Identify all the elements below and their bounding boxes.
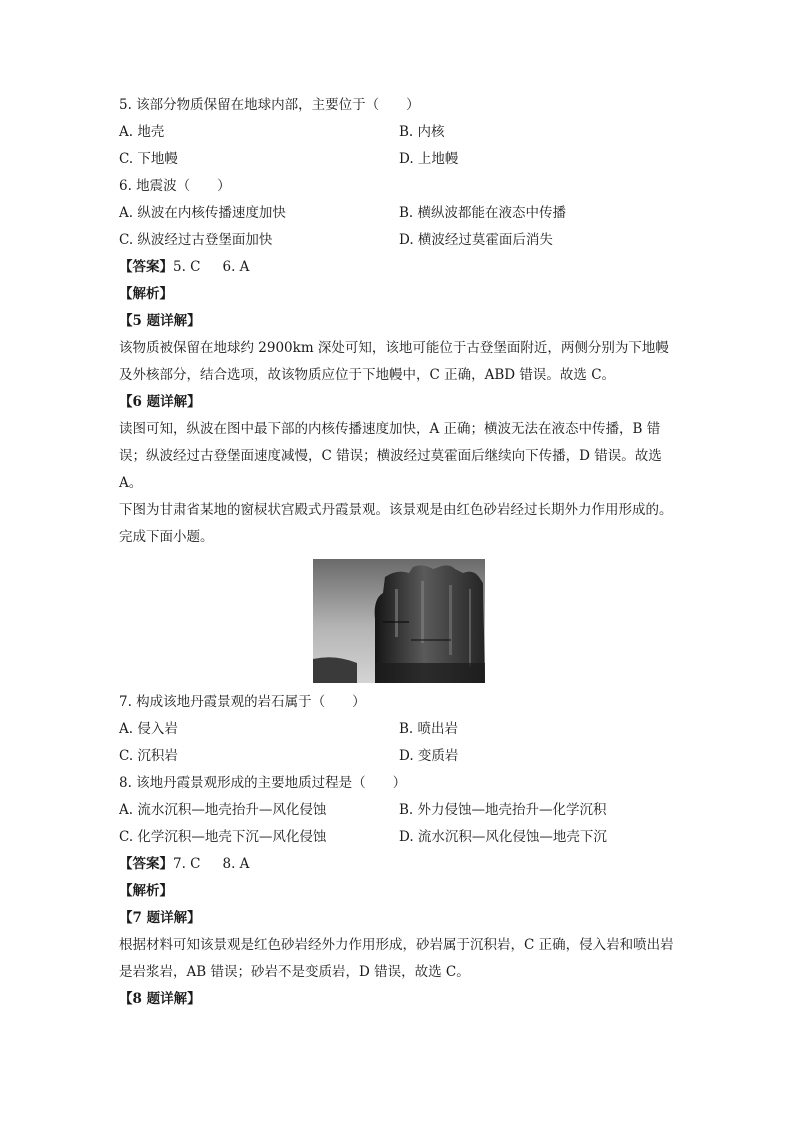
question-8-options-row2	[119, 824, 679, 851]
detail-8-heading: 【8 题详解】	[119, 991, 201, 1007]
question-5-option-a: A. 地壳	[119, 124, 165, 140]
question-5-option-c: C. 下地幔	[119, 151, 178, 167]
question-7-options-row1	[119, 716, 679, 743]
danxia-landform-photo	[313, 559, 485, 683]
question-7-option-d: D. 变质岩	[399, 748, 459, 764]
question-6-stem: 6. 地震波（ ）	[119, 178, 231, 194]
question-6-option-d: D. 横波经过莫霍面后消失	[399, 232, 553, 248]
analysis-heading-1: 【解析】	[119, 286, 173, 302]
answer-block-1	[119, 254, 679, 281]
detail-6-text: 读图可知，纵波在图中最下部的内核传播速度加快，A 正确；横波无法在液态中传播，B 错误；纵波经过古登堡面速度减慢，C 错误；横波经过莫霍面后继续向下传播，D 错误。故选A。	[119, 421, 662, 491]
question-7-option-b: B. 喷出岩	[399, 721, 459, 737]
answer-6: 6. A	[222, 259, 250, 275]
answer-7: 7. C	[173, 856, 201, 872]
question-6-option-a: A. 纵波在内核传播速度加快	[119, 205, 286, 221]
question-7-stem: 7. 构成该地丹霞景观的岩石属于（ ）	[119, 694, 366, 710]
question-8-option-c: C. 化学沉积—地壳下沉—风化侵蚀	[119, 829, 327, 845]
question-5-option-d: D. 上地幔	[399, 151, 459, 167]
detail-5-heading: 【5 题详解】	[119, 313, 201, 329]
figure-container	[119, 559, 679, 683]
question-5-options-row1	[119, 119, 679, 146]
answer-8: 8. A	[222, 856, 250, 872]
material-intro: 下图为甘肃省某地的窗棂状宫殿式丹霞景观。该景观是由红色砂岩经过长期外力作用形成的。完成下面小题。	[119, 502, 673, 545]
question-8-option-d: D. 流水沉积—风化侵蚀—地壳下沉	[399, 829, 607, 845]
document-page	[119, 92, 679, 1013]
question-6-options-row1	[119, 200, 679, 227]
question-5-option-b: B. 内核	[399, 124, 445, 140]
question-8-options-row1	[119, 797, 679, 824]
detail-7-text: 根据材料可知该景观是红色砂岩经外力作用形成，砂岩属于沉积岩，C 正确，侵入岩和喷出岩是岩浆岩，AB 错误；砂岩不是变质岩，D 错误，故选 C。	[119, 937, 674, 980]
question-8-option-b: B. 外力侵蚀—地壳抬升—化学沉积	[399, 802, 607, 818]
detail-7-heading: 【7 题详解】	[119, 910, 201, 926]
answer-block-2	[119, 851, 679, 878]
question-8-option-a: A. 流水沉积—地壳抬升—风化侵蚀	[119, 802, 327, 818]
answer-label: 【答案】	[119, 856, 173, 872]
question-7-option-a: A. 侵入岩	[119, 721, 178, 737]
detail-6-heading: 【6 题详解】	[119, 394, 201, 410]
question-8-stem: 8. 该地丹霞景观形成的主要地质过程是（ ）	[119, 775, 407, 791]
question-7-options-row2	[119, 743, 679, 770]
question-6-options-row2	[119, 227, 679, 254]
answer-5: 5. C	[173, 259, 201, 275]
question-5-options-row2	[119, 146, 679, 173]
question-5-stem: 5. 该部分物质保留在地球内部，主要位于（ ）	[119, 97, 420, 113]
question-6-option-b: B. 横纵波都能在液态中传播	[399, 205, 567, 221]
answer-label: 【答案】	[119, 259, 173, 275]
question-6-option-c: C. 纵波经过古登堡面加快	[119, 232, 273, 248]
detail-5-text: 该物质被保留在地球约 2900km 深处可知，该地可能位于古登堡面附近，两侧分别为下地幔及外核部分，结合选项，故该物质应位于下地幔中，C 正确，ABD 错误。故选 C。	[119, 340, 669, 383]
question-7-option-c: C. 沉积岩	[119, 748, 178, 764]
analysis-heading-2: 【解析】	[119, 883, 173, 899]
